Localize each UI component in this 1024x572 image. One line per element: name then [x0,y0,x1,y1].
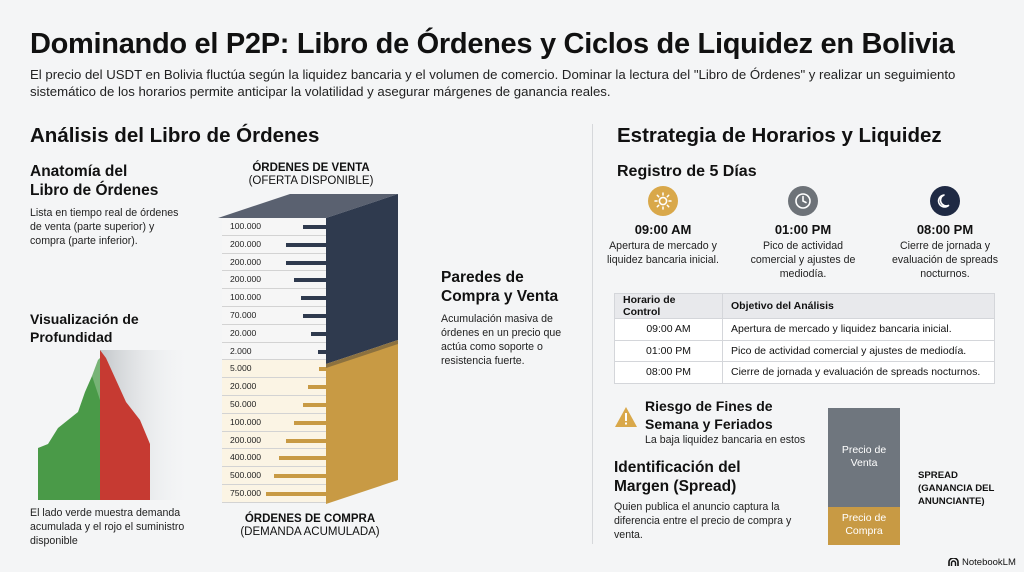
sell-orders-sub: (OFERTA DISPONIBLE) [248,175,374,187]
buy-orders-heading [230,513,390,538]
order-amount: 5.000 [230,363,252,374]
table-cell: 08:00 PM [615,362,723,384]
book-sell-side [326,194,398,364]
table-cell: 01:00 PM [615,340,723,362]
spread-title [614,458,741,496]
depth-chart [30,340,195,500]
buy-order-row [222,485,326,503]
sell-order-row [222,271,326,289]
order-amount: 750.000 [230,488,262,498]
table-row [615,319,995,341]
walls-title-line1: Paredes de [441,269,524,286]
sell-order-row [222,254,326,272]
order-depth-bar [311,332,326,336]
risk-title-line2: Semana y Feriados [645,416,773,432]
order-depth-bar [294,278,326,282]
notebooklm-icon [948,558,959,567]
left-section-title: Análisis del Libro de Órdenes [30,124,320,147]
book-buy-side [326,340,398,504]
order-depth-bar [303,225,326,229]
risk-title [645,397,773,433]
order-depth-bar [303,314,326,318]
order-book-rows [222,218,326,503]
sell-order-row [222,218,326,236]
walls-text: Acumulación masiva de órdenes en un precio que actúa como soporte o resistencia fuerte. [441,313,562,367]
order-amount: 400.000 [230,452,262,463]
schedule-table [614,293,995,384]
walls-title-line2: Compra y Venta [441,288,559,305]
order-amount: 100.000 [230,416,262,427]
sell-orders-heading [236,162,386,187]
time-card-midday [744,186,862,281]
order-depth-bar [286,261,326,265]
order-amount: 20.000 [230,327,257,338]
time-desc: Cierre de jornada y evaluación de spreads nocturnos. [891,240,998,280]
sell-orders-title: ÓRDENES DE VENTA [252,162,370,174]
order-depth-bar [286,243,326,247]
anatomy-text: Lista en tiempo real de órdenes de venta (parte superior) y compra (parte inferior). [30,207,179,247]
buy-order-row [222,414,326,432]
time-card-night [886,186,1004,281]
order-amount: 2.000 [230,345,252,356]
order-depth-bar [274,474,326,478]
order-depth-bar [303,403,326,407]
buy-order-row [222,432,326,450]
buy-orders-title: ÓRDENES DE COMPRA [244,513,376,525]
order-amount: 200.000 [230,274,262,285]
buy-order-row [222,360,326,378]
spread-text: Quien publica el anuncio captura la diferencia entre el precio de compra y venta. [614,501,792,541]
risk-text: La baja liquidez bancaria en estos [645,434,806,446]
spread-label: SPREAD (GANANCIA DEL ANUNCIANTE) [918,470,995,507]
table-header-cell: Horario de Control [615,294,723,319]
moon-icon [930,186,960,216]
sell-order-row [222,289,326,307]
order-depth-bar [286,439,326,443]
table-cell: Apertura de mercado y liquidez bancaria inicial. [723,319,995,341]
clock-icon [788,186,818,216]
section-divider [592,124,593,544]
buy-price-bar: Precio de Compra [828,507,900,545]
table-header-row [615,294,995,319]
anatomy-title-line2: Libro de Órdenes [30,182,159,199]
order-amount: 200.000 [230,434,262,445]
order-depth-bar [308,385,326,389]
risk-title-line1: Riesgo de Fines de [645,398,773,414]
table-cell: 09:00 AM [615,319,723,341]
order-amount: 20.000 [230,381,257,392]
page-title: Dominando el P2P: Libro de Órdenes y Ciclos de Liquidez en Bolivia [30,28,955,60]
buy-order-row [222,396,326,414]
order-depth-bar [294,421,326,425]
order-amount: 200.000 [230,238,262,249]
table-row [615,340,995,362]
brand-name: NotebookLM [962,557,1016,568]
sell-order-row [222,307,326,325]
sell-price-bar: Precio de Venta [828,408,900,507]
order-amount: 100.000 [230,292,262,303]
order-depth-bar [279,456,326,460]
table-cell: Cierre de jornada y evaluación de spreads nocturnos. [723,362,995,384]
time-label: 08:00 PM [916,222,974,237]
buy-order-row [222,467,326,485]
time-desc: Pico de actividad comercial y ajustes de mediodía. [750,240,856,280]
anatomy-title [30,162,158,200]
buy-orders-sub: (DEMANDA ACUMULADA) [240,526,380,538]
page-subtitle: El precio del USDT en Bolivia fluctúa según la liquidez bancaria y el volumen de comercio. Dominar la lectura del "Libro de Órdenes" y realizar un seguimiento sistemático de los horarios permite anticipar la volatilidad y asegurar márgenes de ganancia reales. [30,67,956,99]
anatomy-title-line1: Anatomía del [30,163,128,180]
sell-order-row [222,343,326,361]
order-depth-bar [318,350,326,354]
order-amount: 50.000 [230,399,257,409]
sell-order-row [222,236,326,254]
time-label: 09:00 AM [634,222,692,237]
time-card-morning [605,186,721,267]
brand-logo [948,557,1016,568]
order-amount: 500.000 [230,470,262,481]
order-depth-bar [266,492,326,496]
time-label: 01:00 PM [774,222,832,237]
spread-title-line2: Margen (Spread) [614,478,737,495]
table-row [615,362,995,384]
order-depth-bar [319,367,326,371]
depth-title-line2: Profundidad [30,329,113,345]
depth-green-area [38,358,100,500]
sell-order-row [222,325,326,343]
order-amount: 200.000 [230,256,262,267]
table-cell: Pico de actividad comercial y ajustes de mediodía. [723,340,995,362]
time-desc: Apertura de mercado y liquidez bancaria inicial. [607,240,719,266]
walls-title [441,268,558,306]
order-amount: 100.000 [230,221,262,231]
depth-title-line1: Visualización de [30,311,139,327]
right-section-title: Estrategia de Horarios y Liquidez [617,124,942,147]
table-header-cell: Objetivo del Análisis [723,294,995,319]
sun-icon [648,186,678,216]
warning-icon [614,406,638,428]
buy-order-row [222,378,326,396]
order-depth-bar [301,296,326,300]
spread-title-line1: Identificación del [614,459,741,476]
order-amount: 70.000 [230,310,257,320]
buy-order-row [222,449,326,467]
depth-text: El lado verde muestra demanda acumulada y el rojo el suministro disponible [30,507,185,547]
registry-title: Registro de 5 Días [617,163,757,180]
